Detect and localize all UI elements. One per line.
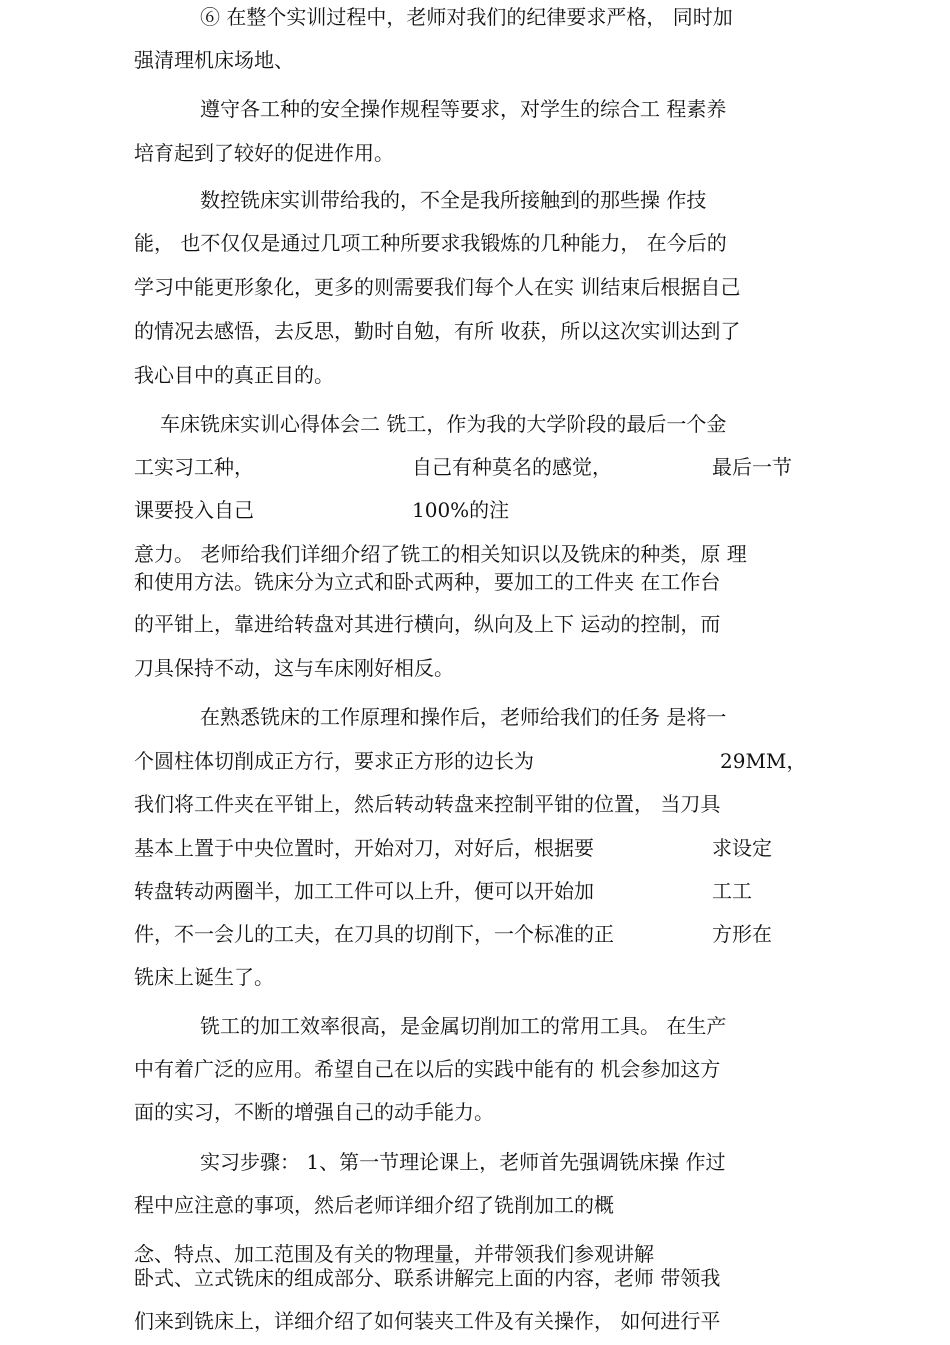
text-line: 的平钳上，靠进给转盘对其进行横向，纵向及上下 运动的控制，而 — [134, 612, 721, 636]
text-line: 方形在 — [712, 922, 772, 946]
text-line: 工工 — [712, 879, 752, 903]
text-line: 个圆柱体切削成正方行，要求正方形的边长为 — [134, 749, 534, 773]
text-line: 转盘转动两圈半，加工工件可以上升，便可以开始加 — [134, 879, 594, 903]
text-line: 中有着广泛的应用。希望自己在以后的实践中能有的 机会参加这方 — [134, 1057, 721, 1081]
text-line: 们来到铣床上，详细介绍了如何装夹工件及有关操作， 如何进行平 — [134, 1309, 721, 1333]
text-line: 面的实习，不断的增强自己的动手能力。 — [134, 1100, 494, 1124]
text-line: 自己有种莫名的感觉， — [412, 455, 612, 479]
text-line: 铣工的加工效率很高，是金属切削加工的常用工具。 在生产 — [200, 1014, 727, 1038]
text-line: 我们将工件夹在平钳上，然后转动转盘来控制平钳的位置， 当刀具 — [134, 792, 721, 816]
text-line: 能， 也不仅仅是通过几项工种所要求我锻炼的几种能力， 在今后的 — [134, 231, 727, 255]
text-line: 工实习工种， — [134, 455, 254, 479]
text-line: 遵守各工种的安全操作规程等要求，对学生的综合工 程素养 — [200, 97, 727, 121]
text-line: 和使用方法。铣床分为立式和卧式两种，要加工的工件夹 在工作台 — [134, 570, 721, 594]
text-line: 29MM， — [720, 749, 807, 773]
text-line: 我心目中的真正目的。 — [134, 363, 334, 387]
text-line: 基本上置于中央位置时，开始对刀，对好后，根据要 — [134, 836, 594, 860]
text-line: 意力。 老师给我们详细介绍了铣工的相关知识以及铣床的种类，原 理 — [134, 542, 747, 566]
text-line: 最后一节 — [712, 455, 792, 479]
text-line: 车床铣床实训心得体会二 铣工，作为我的大学阶段的最后一个金 — [160, 412, 727, 436]
text-line: 刀具保持不动，这与车床刚好相反。 — [134, 656, 454, 680]
text-line: 的情况去感悟，去反思，勤时自勉，有所 收获，所以这次实训达到了 — [134, 319, 741, 343]
text-line: 铣床上诞生了。 — [134, 965, 274, 989]
text-line: 课要投入自己 — [134, 498, 254, 522]
text-line: 念、特点、加工范围及有关的物理量，并带领我们参观讲解 — [134, 1242, 654, 1266]
text-line: ⑥ 在整个实训过程中，老师对我们的纪律要求严格， 同时加 — [200, 5, 733, 29]
text-line: 求设定 — [712, 836, 772, 860]
text-line: 件，不一会儿的工夫，在刀具的切削下，一个标准的正 — [134, 922, 614, 946]
text-line: 实习步骤： 1、第一节理论课上，老师首先强调铣床操 作过 — [200, 1150, 726, 1174]
text-line: 在熟悉铣床的工作原理和操作后，老师给我们的任务 是将一 — [200, 705, 727, 729]
text-line: 培育起到了较好的促进作用。 — [134, 141, 394, 165]
text-line: 程中应注意的事项，然后老师详细介绍了铣削加工的概 — [134, 1193, 614, 1217]
text-line: 100%的注 — [412, 498, 510, 522]
text-line: 数控铣床实训带给我的，不全是我所接触到的那些操 作技 — [200, 188, 707, 212]
text-line: 学习中能更形象化，更多的则需要我们每个人在实 训结束后根据自己 — [134, 275, 741, 299]
text-line: 强清理机床场地、 — [134, 48, 294, 72]
text-line: 卧式、立式铣床的组成部分、联系讲解完上面的内容，老师 带领我 — [134, 1266, 721, 1290]
